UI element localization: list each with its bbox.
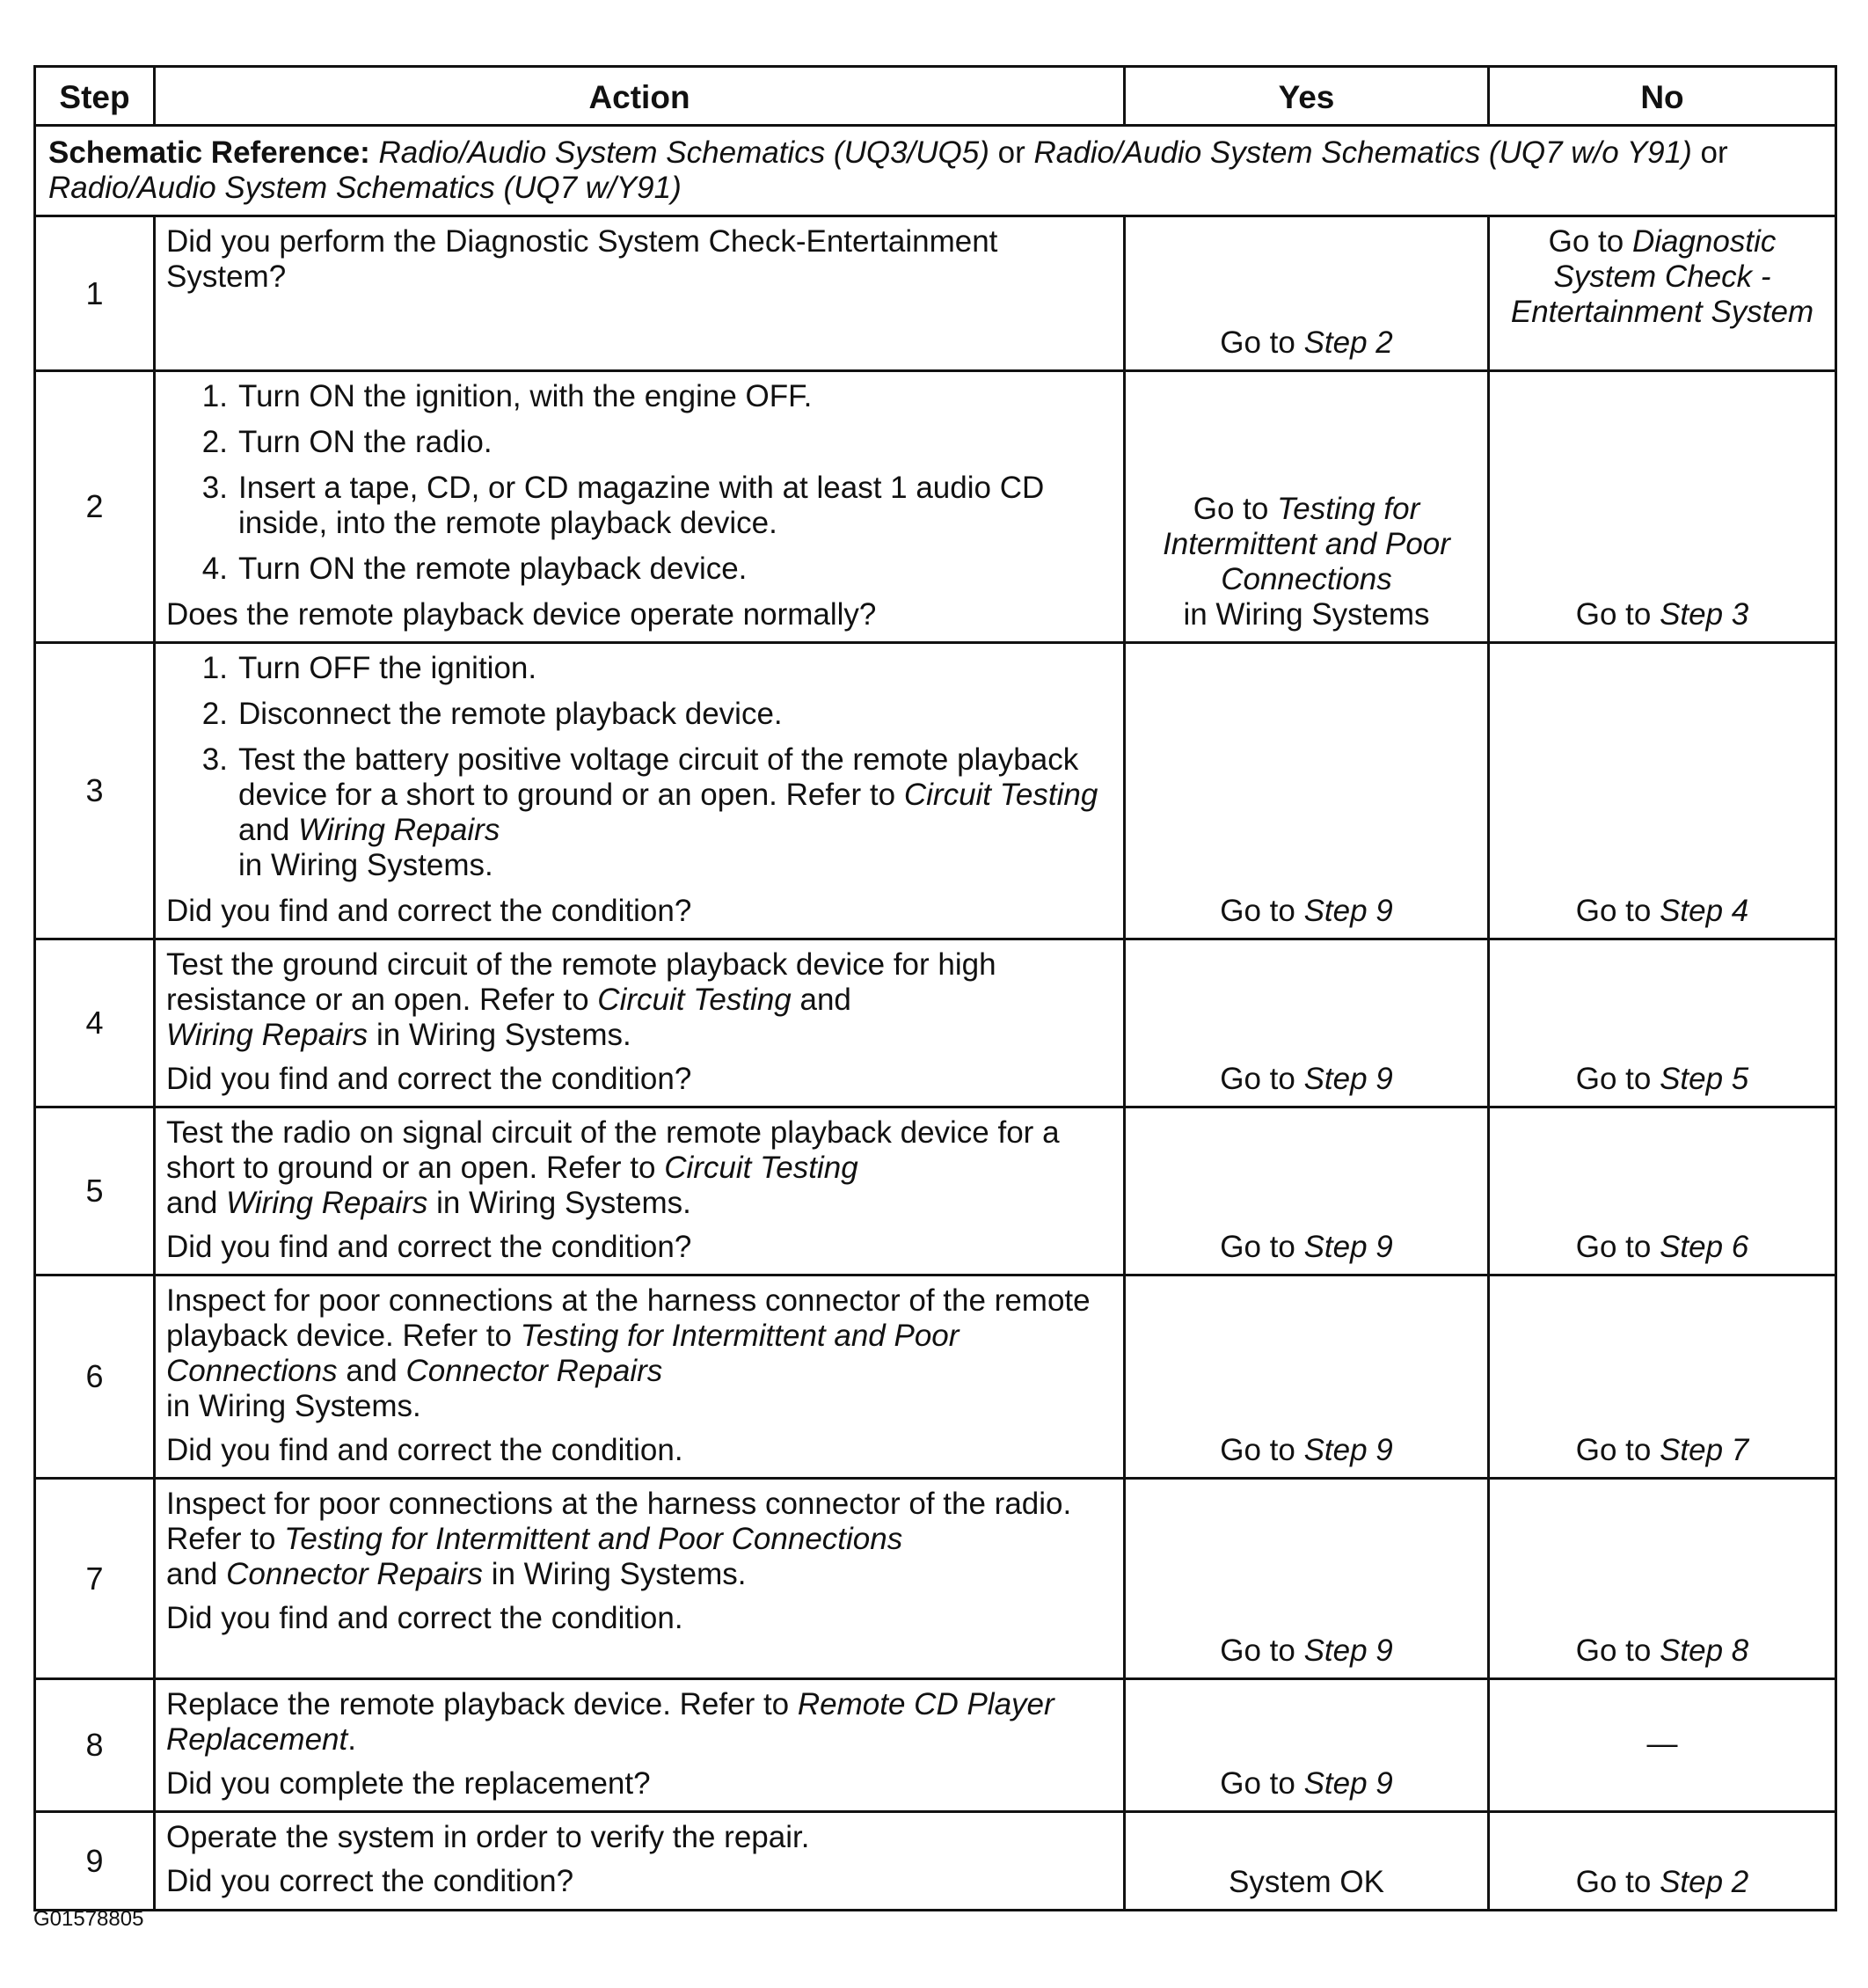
no-link: Step 8 bbox=[1660, 1634, 1749, 1668]
action-text: Test the radio on signal circuit of the remote playback device for a short to ground or an open. Refer to bbox=[166, 1115, 1060, 1185]
no-link: Step 3 bbox=[1660, 597, 1749, 632]
yes-prefix: Go to bbox=[1220, 1634, 1295, 1668]
list-item: 2. Disconnect the remote playback device. bbox=[201, 697, 783, 731]
step-number: 2 bbox=[35, 371, 155, 643]
procedure-list bbox=[166, 651, 1113, 883]
action-paragraph bbox=[166, 947, 1113, 1053]
yes-prefix: Go to bbox=[1220, 1433, 1295, 1467]
no-dash: — bbox=[1646, 1727, 1678, 1761]
question-text: Did you find and correct the condition. bbox=[166, 1601, 683, 1635]
schematic-reference-row bbox=[35, 126, 1836, 216]
yes-cell bbox=[1125, 643, 1489, 939]
question-text: Did you find and correct the condition? bbox=[166, 894, 692, 928]
yes-result: System OK bbox=[1229, 1865, 1384, 1899]
question-text: Did you find and correct the condition? bbox=[166, 1062, 692, 1096]
no-prefix: Go to bbox=[1575, 1634, 1652, 1668]
no-cell bbox=[1489, 216, 1836, 371]
no-link: Step 5 bbox=[1660, 1062, 1749, 1096]
yes-prefix: Go to bbox=[1220, 1230, 1295, 1264]
question-text: Did you find and correct the condition? bbox=[166, 1230, 692, 1264]
table-row bbox=[35, 1107, 1836, 1275]
schematic-reference bbox=[35, 126, 1836, 216]
list-item: 2. Turn ON the radio. bbox=[201, 425, 493, 459]
action-cell bbox=[155, 216, 1125, 371]
yes-prefix: Go to bbox=[1193, 492, 1269, 526]
table-row bbox=[35, 1679, 1836, 1812]
no-link: Step 6 bbox=[1660, 1230, 1749, 1264]
yes-link: Step 9 bbox=[1303, 1230, 1393, 1264]
yes-link: Step 9 bbox=[1303, 894, 1393, 928]
question-text: Does the remote playback device operate normally? bbox=[166, 597, 877, 632]
diagnostic-table-container bbox=[33, 65, 1835, 1911]
action-cell bbox=[155, 939, 1125, 1107]
yes-cell bbox=[1125, 1107, 1489, 1275]
table-row bbox=[35, 643, 1836, 939]
list-item-text: Disconnect the remote playback device. bbox=[238, 697, 783, 731]
list-item: 3. Test the battery positive voltage circuit of the remote playback device for a short to ground or an open. Refer to Circuit Testing and Wiring Repairs in Wiring Systems. bbox=[201, 742, 1098, 882]
action-cell bbox=[155, 371, 1125, 643]
action-text: Operate the system in order to verify the repair. bbox=[166, 1820, 810, 1854]
conjunction: and bbox=[799, 983, 851, 1017]
step-number: 5 bbox=[35, 1107, 155, 1275]
action-text: Inspect for poor connections at the harness connector of the radio. Refer to bbox=[166, 1487, 1072, 1556]
no-link: Step 2 bbox=[1660, 1865, 1749, 1899]
schematic-ref-3: Radio/Audio System Schematics (UQ7 w/Y91) bbox=[48, 171, 682, 205]
list-item-text: Turn ON the radio. bbox=[238, 425, 493, 459]
list-item: 4. Turn ON the remote playback device. bbox=[201, 552, 748, 586]
action-paragraph bbox=[166, 1687, 1113, 1758]
schematic-label: Schematic Reference: bbox=[48, 135, 370, 170]
no-cell bbox=[1489, 1275, 1836, 1479]
action-cell bbox=[155, 1479, 1125, 1679]
question-text: Did you complete the replacement? bbox=[166, 1766, 651, 1801]
yes-cell bbox=[1125, 939, 1489, 1107]
yes-link: Step 9 bbox=[1303, 1433, 1393, 1467]
step-number: 1 bbox=[35, 216, 155, 371]
action-suffix: . bbox=[347, 1722, 356, 1757]
no-prefix: Go to bbox=[1548, 224, 1624, 259]
conjunction: and bbox=[346, 1354, 398, 1388]
schematic-ref-2: Radio/Audio System Schematics (UQ7 w/o Y91) bbox=[1033, 135, 1692, 170]
action-suffix: in Wiring Systems. bbox=[166, 1389, 421, 1423]
no-prefix: Go to bbox=[1575, 597, 1652, 632]
step-number: 4 bbox=[35, 939, 155, 1107]
action-text: Inspect for poor connections at the harness connector of the remote playback device. Refer to bbox=[166, 1283, 1091, 1353]
yes-prefix: Go to bbox=[1220, 1062, 1295, 1096]
action-cell bbox=[155, 1812, 1125, 1911]
reference-link: Connector Repairs bbox=[226, 1557, 483, 1591]
action-cell bbox=[155, 1679, 1125, 1812]
action-text: Did you perform the Diagnostic System Check-Entertainment System? bbox=[166, 224, 998, 294]
no-cell bbox=[1489, 371, 1836, 643]
no-prefix: Go to bbox=[1575, 1062, 1652, 1096]
yes-cell bbox=[1125, 1275, 1489, 1479]
action-paragraph bbox=[166, 1115, 1113, 1221]
yes-cell bbox=[1125, 216, 1489, 371]
diagnostic-table bbox=[33, 65, 1837, 1911]
no-link: Step 4 bbox=[1660, 894, 1749, 928]
no-cell bbox=[1489, 939, 1836, 1107]
yes-prefix: Go to bbox=[1220, 1766, 1295, 1801]
no-prefix: Go to bbox=[1575, 1433, 1652, 1467]
yes-link: Step 2 bbox=[1303, 325, 1393, 360]
table-row bbox=[35, 371, 1836, 643]
no-cell bbox=[1489, 1679, 1836, 1812]
question-text: Did you correct the condition? bbox=[166, 1864, 574, 1898]
step-number: 7 bbox=[35, 1479, 155, 1679]
action-suffix: in Wiring Systems. bbox=[376, 1018, 631, 1052]
list-item: 3. Insert a tape, CD, or CD magazine with at least 1 audio CD inside, into the remote playback device. bbox=[201, 471, 1045, 540]
no-link: Step 7 bbox=[1660, 1433, 1749, 1467]
header-step: Step bbox=[35, 67, 155, 126]
action-cell bbox=[155, 1107, 1125, 1275]
schematic-or-1: or bbox=[997, 135, 1025, 170]
yes-cell bbox=[1125, 371, 1489, 643]
reference-link: Testing for Intermittent and Poor Connections bbox=[284, 1522, 903, 1556]
list-item-text: Turn OFF the ignition. bbox=[238, 651, 537, 685]
no-cell bbox=[1489, 1107, 1836, 1275]
question-text: Did you find and correct the condition. bbox=[166, 1433, 683, 1467]
yes-suffix: in Wiring Systems bbox=[1183, 597, 1430, 632]
no-prefix: Go to bbox=[1575, 1865, 1652, 1899]
yes-prefix: Go to bbox=[1220, 894, 1295, 928]
action-text: Replace the remote playback device. Refer to bbox=[166, 1687, 790, 1721]
no-link: Diagnostic System Check - Entertainment System bbox=[1510, 224, 1814, 329]
list-item-text: Insert a tape, CD, or CD magazine with at least 1 audio CD inside, into the remote playback device. bbox=[238, 471, 1045, 540]
action-suffix: in Wiring Systems. bbox=[436, 1186, 691, 1220]
table-row bbox=[35, 1479, 1836, 1679]
reference-link: Connector Repairs bbox=[405, 1354, 663, 1388]
yes-link: Step 9 bbox=[1303, 1062, 1393, 1096]
reference-link: Circuit Testing bbox=[664, 1151, 858, 1185]
yes-cell bbox=[1125, 1679, 1489, 1812]
yes-prefix: Go to bbox=[1220, 325, 1295, 360]
action-cell bbox=[155, 1275, 1125, 1479]
yes-cell bbox=[1125, 1812, 1489, 1911]
yes-link: Step 9 bbox=[1303, 1634, 1393, 1668]
procedure-list bbox=[166, 379, 1113, 587]
schematic-ref-1: Radio/Audio System Schematics (UQ3/UQ5) bbox=[378, 135, 989, 170]
list-item: 1. Turn OFF the ignition. bbox=[201, 651, 537, 685]
reference-link: Circuit Testing bbox=[597, 983, 792, 1017]
figure-id: G01578805 bbox=[33, 1907, 144, 1931]
header-row bbox=[35, 67, 1836, 126]
no-cell bbox=[1489, 643, 1836, 939]
reference-link: Circuit Testing bbox=[903, 778, 1098, 812]
no-prefix: Go to bbox=[1575, 894, 1652, 928]
action-paragraph bbox=[166, 1487, 1113, 1592]
reference-link: Testing for Intermittent and Poor Connections bbox=[166, 1319, 960, 1388]
conjunction: and bbox=[166, 1186, 218, 1220]
schematic-or-2: or bbox=[1700, 135, 1728, 170]
reference-link: Wiring Repairs bbox=[298, 813, 500, 847]
reference-link: Remote CD Player Replacement bbox=[166, 1687, 1054, 1757]
action-paragraph bbox=[166, 1283, 1113, 1424]
table-row bbox=[35, 216, 1836, 371]
yes-cell bbox=[1125, 1479, 1489, 1679]
step-number: 9 bbox=[35, 1812, 155, 1911]
table-row bbox=[35, 1812, 1836, 1911]
list-item-text: Turn ON the remote playback device. bbox=[238, 552, 748, 586]
conjunction: and bbox=[238, 813, 290, 847]
yes-link: Testing for Intermittent and Poor Connections bbox=[1163, 492, 1450, 596]
step-number: 6 bbox=[35, 1275, 155, 1479]
no-cell bbox=[1489, 1479, 1836, 1679]
list-item-text: Turn ON the ignition, with the engine OFF. bbox=[238, 379, 813, 413]
header-no: No bbox=[1489, 67, 1836, 126]
table-row bbox=[35, 1275, 1836, 1479]
step-number: 8 bbox=[35, 1679, 155, 1812]
action-suffix: in Wiring Systems. bbox=[491, 1557, 747, 1591]
reference-link: Wiring Repairs bbox=[166, 1018, 368, 1052]
no-prefix: Go to bbox=[1575, 1230, 1652, 1264]
list-item: 1. Turn ON the ignition, with the engine OFF. bbox=[201, 379, 813, 413]
no-cell bbox=[1489, 1812, 1836, 1911]
reference-link: Wiring Repairs bbox=[226, 1186, 428, 1220]
header-yes: Yes bbox=[1125, 67, 1489, 126]
action-cell bbox=[155, 643, 1125, 939]
list-item-text: Test the battery positive voltage circuit of the remote playback device for a short to ground or an open. Refer to bbox=[238, 742, 1079, 812]
yes-link: Step 9 bbox=[1303, 1766, 1393, 1801]
action-text: Test the ground circuit of the remote playback device for high resistance or an open. Refer to bbox=[166, 947, 996, 1017]
conjunction: and bbox=[166, 1557, 218, 1591]
header-action: Action bbox=[155, 67, 1125, 126]
table-row bbox=[35, 939, 1836, 1107]
list-item-suffix: in Wiring Systems. bbox=[238, 848, 493, 882]
step-number: 3 bbox=[35, 643, 155, 939]
